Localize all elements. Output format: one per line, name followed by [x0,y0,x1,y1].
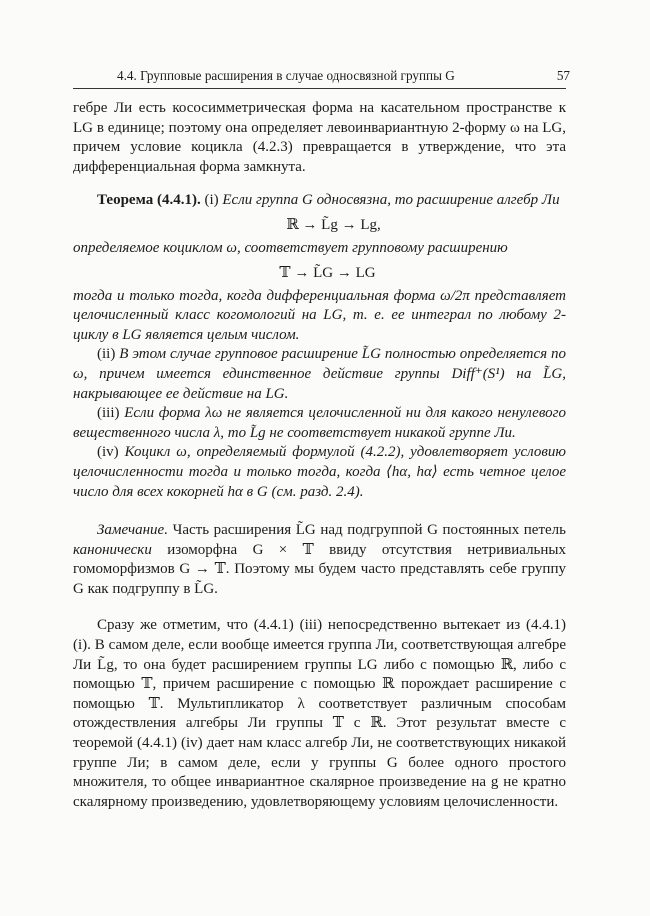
theorem-part-i-end: тогда и только тогда, когда дифференциальная форма ω/2π представляет целочисленный класс когомологий на LG, т. е. ее интеграл по любому 2-циклу в LG является целым числом. [73,287,566,343]
theorem-part-i [73,191,566,211]
running-header [73,66,570,89]
paragraph-consequence: Сразу же отметим, что (4.4.1) (iii) непосредственно вытекает из (4.4.1) (i). В самом деле, если вообще имеется группа Ли, соответствующая алгебре Ли L̃g, то она будет расширением группы LG либо с помощью ℝ, либо с помощью 𝕋, причем расширение с помощью ℝ порождает расширение с помощью 𝕋. Мультипликатор λ соответствует различным способам отождествления алгебры Ли группы 𝕋 с ℝ. Этот результат вместе с теоремой (4.4.1) (iv) дает нам класс алгебр Ли, не соответствующих никакой группе Ли; в самом деле, если у группы G более одного простого множителя, то общее инвариантное скалярное произведение на g не кратно скалярному произведению, удовлетворяющему условиям целочисленности. [73,617,566,810]
theorem-part-ii: (ii) В этом случае групповое расширение L̃G полностью определяется по ω, причем имеется единственное действие группы Diff⁺(S¹) на L̃G, накрывающее ее действие на LG. [73,346,567,402]
remark-emphasis: канонически [73,541,152,558]
page-number: 57 [556,68,570,83]
theorem-part-i-mid: определяемое коциклом ω, соответствует групповому расширению [73,239,508,256]
formula-lie-algebra-extension: ℝ → L̃g → Lg, [286,216,381,233]
formula-group-extension: 𝕋 → L̃G → LG [279,264,376,281]
theorem-label: Теорема (4.4.1). [97,192,201,209]
remark-label: Замечание. [97,522,168,539]
remark-paragraph: Замечание. Часть расширения L̃G над подгруппой G постоянных петель канонически изоморфна G × 𝕋 ввиду отсутствия нетривиальных гомоморфизмов G → 𝕋. Поэтому мы будем часто представлять себе группу G как подгруппу в L̃G. [73,522,567,597]
part-i-num: (i) [204,192,219,209]
paragraph-intro: гебре Ли есть кососимметрическая форма на касательном пространстве к LG в единице; поэтому она определяет левоинвариантную 2-форму ω на LG, причем условие коцикла (4.2.3) превращается в утверждение, что эта дифференциальная форма замкнута. [73,100,566,175]
theorem-part-iii: (iii) Если форма λω не является целочисленной ни для какого ненулевого вещественного числа λ, то L̃g не соответствует никакой группе Ли. [73,405,566,441]
page [73,66,570,812]
part-i-start: Если группа G односвязна, то расширение алгебр Ли [222,192,560,209]
spacer [73,599,566,616]
theorem-part-iv: (iv) Коцикл ω, определяемый формулой (4.2.2), удовлетворяет условию целочисленности тогда и только тогда, когда ⟨hα, hα⟩ есть четное целое число для всех кокорней hα в G (см. разд. 2.4). [73,444,566,500]
spacer [73,502,566,521]
header-title: 4.4. Групповые расширения в случае односвязной группы G [117,68,455,83]
